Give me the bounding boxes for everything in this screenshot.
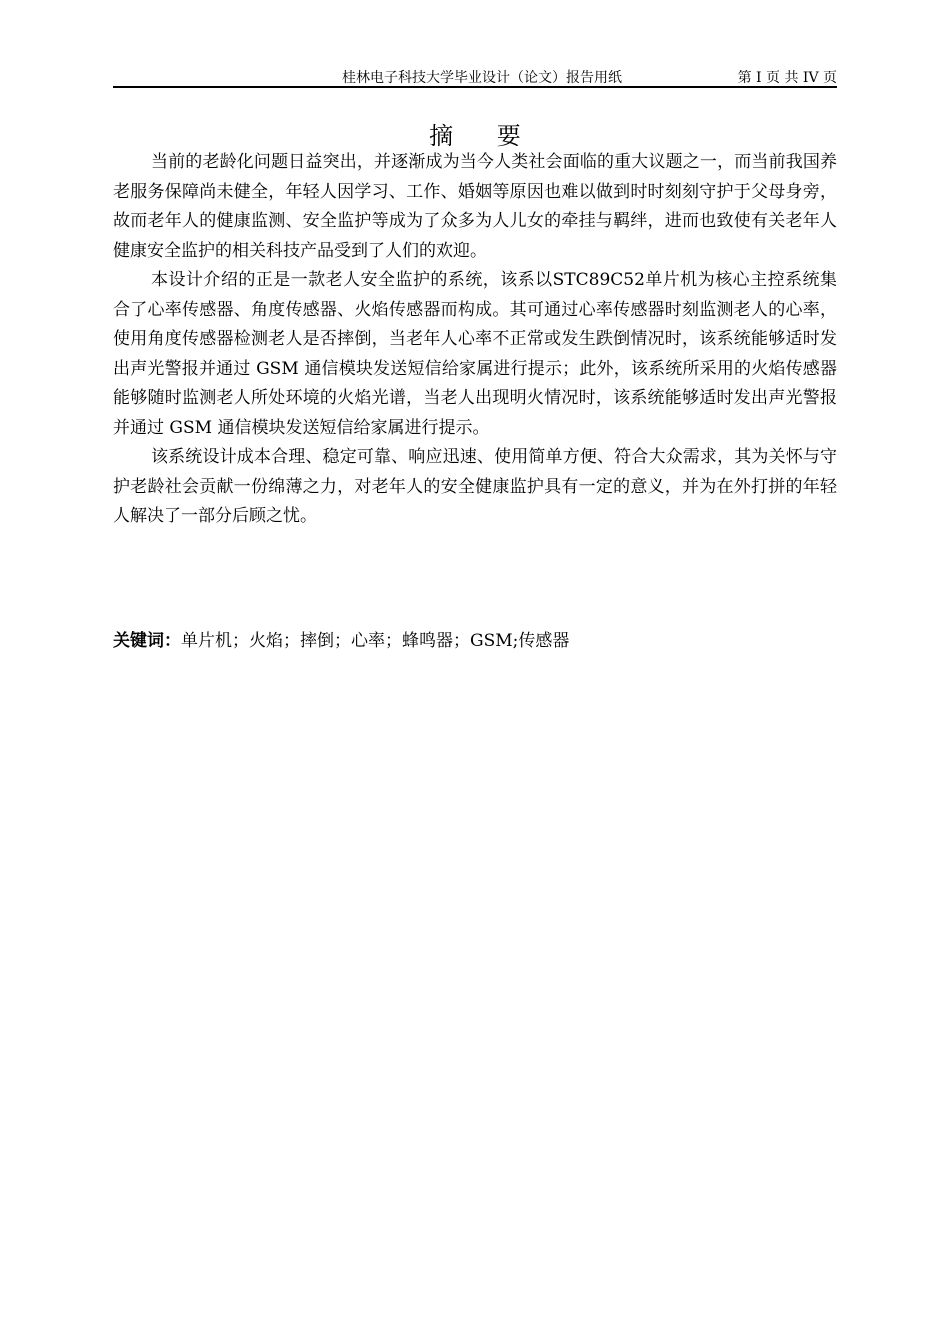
header-page-number: 第 I 页 共 IV 页 xyxy=(737,70,837,86)
keywords-label: 关键词： xyxy=(113,631,181,651)
abstract-title: 摘 要 xyxy=(429,122,539,150)
keywords-line xyxy=(113,628,837,654)
abstract-paragraph-3: 该系统设计成本合理、稳定可靠、响应迅速、使用简单方便、符合大众需求，其为关怀与守护老龄社会贡献一份绵薄之力，对老年人的安全健康监护具有一定的意义，并为在外打拼的年轻人解决了一部分后顾之忧。 xyxy=(113,447,837,526)
keywords-text: 单片机；火焰；摔倒；心率；蜂鸣器；GSM;传感器 xyxy=(181,631,570,651)
header-school-title: 桂林电子科技大学毕业设计（论文）报告用纸 xyxy=(342,70,622,86)
abstract-paragraph-1: 当前的老龄化问题日益突出，并逐渐成为当今人类社会面临的重大议题之一，而当前我国养老服务保障尚未健全，年轻人因学习、工作、婚姻等原因也难以做到时时刻刻守护于父母身旁，故而老年人的健康监测、安全监护等成为了众多为人儿女的牵挂与羁绊，进而也致使有关老年人健康安全监护的相关科技产品受到了人们的欢迎。 xyxy=(113,152,837,261)
abstract-body xyxy=(113,148,837,532)
abstract-paragraph-2: 本设计介绍的正是一款老人安全监护的系统，该系以STC89C52单片机为核心主控系统集合了心率传感器、角度传感器、火焰传感器而构成。其可通过心率传感器时刻监测老人的心率，使用角度传感器检测老人是否摔倒，当老年人心率不正常或发生跌倒情况时，该系统能够适时发出声光警报并通过 GSM 通信模块发送短信给家属进行提示；此外，该系统所采用的火焰传感器能够随时监测老人所处环境的火焰光谱，当老人出现明火情况时，该系统能够适时发出声光警报并通过 GSM 通信模块发送短信给家属进行提示。 xyxy=(113,270,837,438)
page-header xyxy=(113,64,837,88)
